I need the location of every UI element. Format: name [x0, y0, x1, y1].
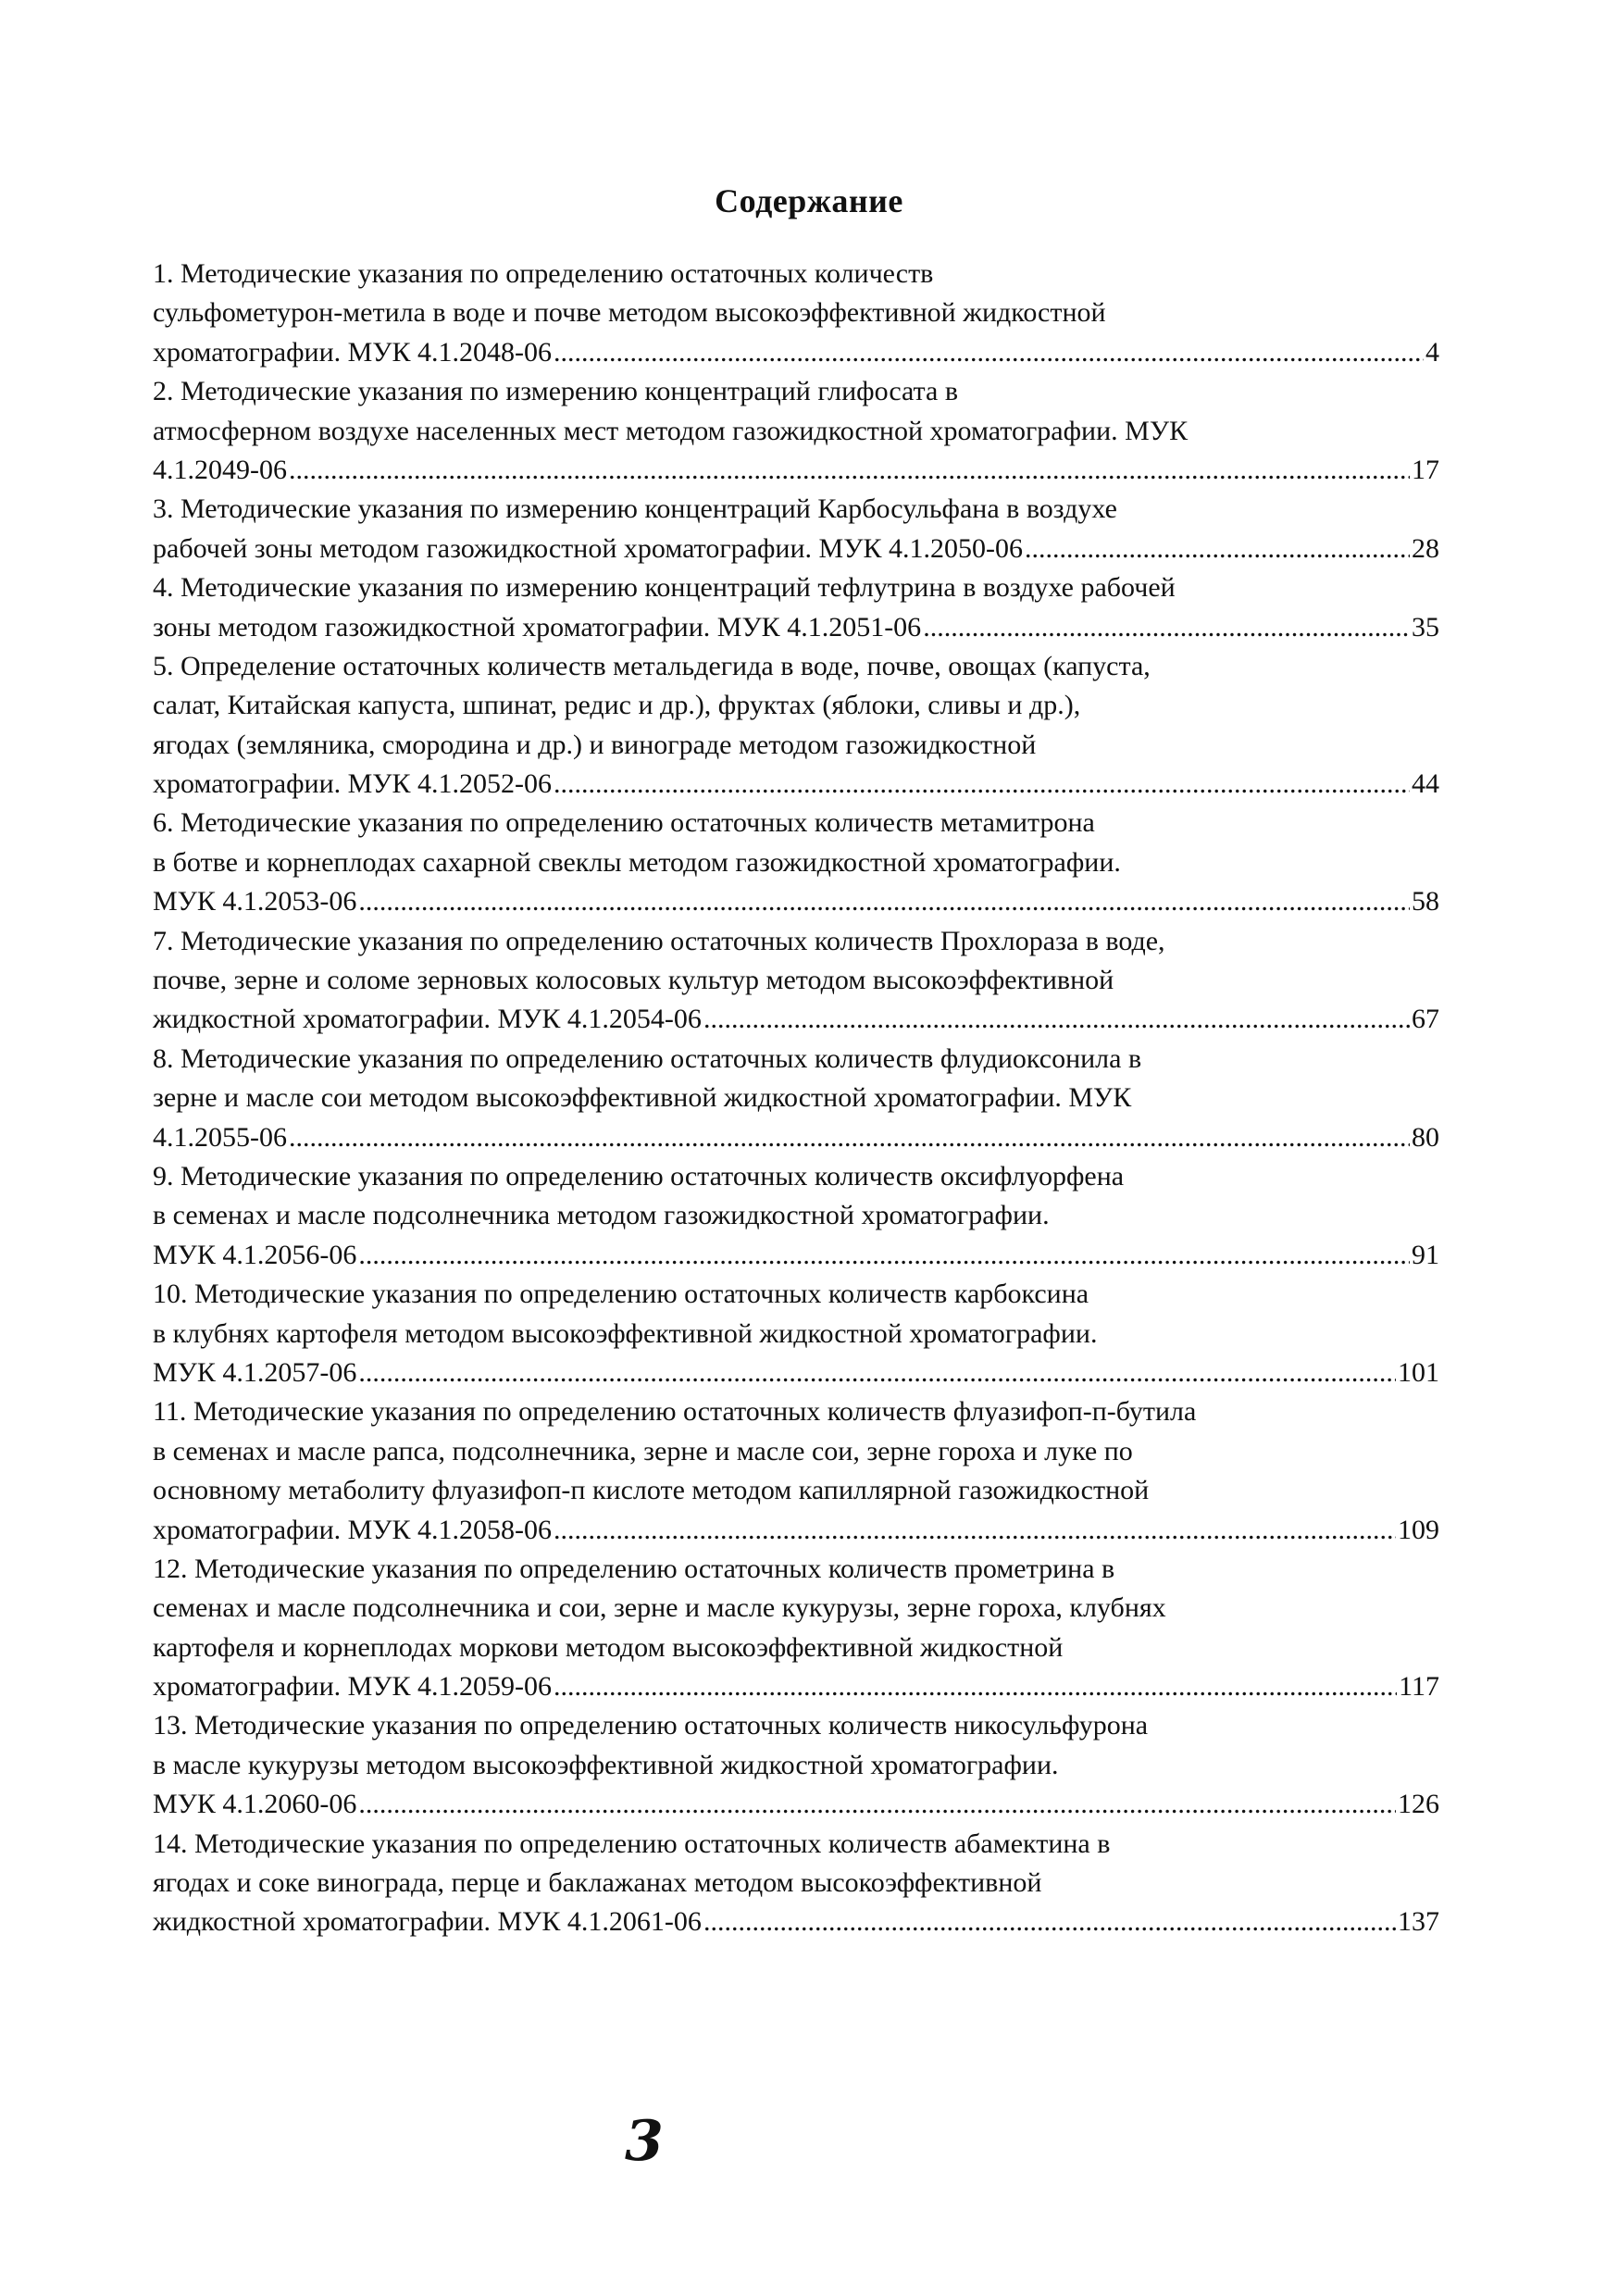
toc-entry-line	[153, 843, 1439, 882]
toc-entry-line	[153, 490, 1439, 529]
toc-entry-line	[153, 1432, 1439, 1471]
toc-entry-text: хроматографии. МУК 4.1.2048-06	[153, 336, 553, 368]
toc-entry-line	[153, 1706, 1439, 1745]
toc-entry-line	[153, 726, 1439, 765]
toc-entry-text: 3. Методические указания по измерению концентраций Карбосульфана в воздухе	[153, 493, 1117, 525]
toc-entry	[153, 1157, 1439, 1275]
toc-entry-line	[153, 530, 1439, 568]
toc-entry-line	[153, 1392, 1439, 1431]
toc-entry-text: картофеля и корнеплодах моркови методом высокоэффективной жидкостной	[153, 1631, 1064, 1663]
toc-entry-line	[153, 1471, 1439, 1510]
toc-entry-text: в масле кукурузы методом высокоэффективной жидкостной хроматографии.	[153, 1749, 1059, 1780]
toc-entry-line	[153, 882, 1439, 921]
toc-entry-text: ягодах (земляника, смородина и др.) и винограде методом газожидкостной	[153, 729, 1037, 760]
toc-entry-line	[153, 1196, 1439, 1235]
toc-entry-line	[153, 961, 1439, 1000]
toc-entry-line	[153, 372, 1439, 411]
toc-page-number: 101	[1398, 1356, 1439, 1388]
toc-entry-line	[153, 765, 1439, 804]
toc-entry	[153, 1392, 1439, 1550]
toc-page-number: 67	[1412, 1004, 1439, 1035]
toc-entry-text: 6. Методические указания по определению остаточных количеств метамитрона	[153, 807, 1095, 839]
toc-entry-line	[153, 451, 1439, 490]
toc-entry-text: зоны методом газожидкостной хроматографии. МУК 4.1.2051-06	[153, 611, 922, 643]
toc-entry-text: 14. Методические указания по определению остаточных количеств абамектина в	[153, 1828, 1111, 1859]
toc-entry-text: 2. Методические указания по измерению концентраций глифосата в	[153, 376, 959, 407]
toc-entry-line	[153, 1236, 1439, 1275]
toc-entry-text: рабочей зоны методом газожидкостной хроматографии. МУК 4.1.2050-06	[153, 532, 1023, 564]
toc-entry-text: 13. Методические указания по определению остаточных количеств никосульфурона	[153, 1710, 1149, 1741]
toc-entry-text: 10. Методические указания по определению остаточных количеств карбоксина	[153, 1279, 1089, 1310]
toc-entry-line	[153, 1157, 1439, 1196]
toc-entry-text: 9. Методические указания по определению остаточных количеств оксифлуорфена	[153, 1160, 1125, 1192]
toc-entry-line	[153, 1746, 1439, 1785]
toc-entry-text: МУК 4.1.2060-06	[153, 1789, 357, 1820]
toc-entry-line	[153, 1667, 1439, 1706]
toc-entry-line	[153, 1354, 1439, 1392]
toc-entry-text: МУК 4.1.2053-06	[153, 886, 357, 917]
toc-entry-line	[153, 1785, 1439, 1824]
toc-entry-line	[153, 1040, 1439, 1079]
toc-page-number: 58	[1412, 886, 1439, 917]
toc-entry-text: ягодах и соке винограда, перце и баклажанах методом высокоэффективной	[153, 1867, 1042, 1899]
toc-page-number: 35	[1412, 611, 1439, 643]
toc-entry-line	[153, 1903, 1439, 1941]
dot-leader	[358, 1236, 1410, 1275]
toc-entry-text: 4.1.2049-06	[153, 454, 287, 485]
toc-page-number: 44	[1412, 768, 1439, 800]
toc-entry-line	[153, 1315, 1439, 1354]
toc-entry-line	[153, 293, 1439, 332]
toc-entry-text: МУК 4.1.2057-06	[153, 1356, 357, 1388]
toc-entry-line	[153, 1628, 1439, 1667]
toc-entry-text: 8. Методические указания по определению остаточных количеств флудиоксонила в	[153, 1042, 1142, 1074]
dot-leader	[358, 1785, 1396, 1824]
toc-entry-line	[153, 1864, 1439, 1903]
toc-entry-line	[153, 1511, 1439, 1550]
toc-entry	[153, 804, 1439, 921]
dot-leader	[289, 451, 1410, 490]
toc-entry-text: в семенах и масле рапса, подсолнечника, зерне и масле сои, зерне гороха и луке по	[153, 1435, 1133, 1466]
toc-page-number: 80	[1412, 1121, 1439, 1153]
toc-entry-line	[153, 1550, 1439, 1589]
toc-heading: Содержание	[715, 182, 903, 219]
toc-page-number: 4	[1425, 336, 1439, 368]
toc-entry-text: хроматографии. МУК 4.1.2052-06	[153, 768, 553, 800]
dot-leader	[923, 608, 1410, 647]
dot-leader	[554, 765, 1410, 804]
toc-entry	[153, 568, 1439, 647]
toc-entry-text: в клубнях картофеля методом высокоэффективной жидкостной хроматографии.	[153, 1317, 1098, 1349]
toc-entry-line	[153, 686, 1439, 725]
toc-entry	[153, 1040, 1439, 1157]
dot-leader	[554, 1511, 1396, 1550]
toc-entry-text: 5. Определение остаточных количеств метальдегида в воде, почве, овощах (капуста,	[153, 650, 1151, 681]
toc-entry	[153, 1825, 1439, 1942]
toc-entry	[153, 255, 1439, 372]
dot-leader	[703, 1903, 1396, 1941]
toc-entry-text: почве, зерне и соломе зерновых колосовых культур методом высокоэффективной	[153, 965, 1114, 996]
toc-entry	[153, 372, 1439, 490]
dot-leader	[358, 1354, 1396, 1392]
toc-entry	[153, 1550, 1439, 1707]
toc-entry-text: 1. Методические указания по определению остаточных количеств	[153, 258, 934, 289]
toc-page-number: 109	[1398, 1514, 1439, 1545]
toc-entry	[153, 1706, 1439, 1824]
toc-entry-text: семенах и масле подсолнечника и сои, зерне и масле кукурузы, зерне гороха, клубнях	[153, 1592, 1166, 1624]
toc-entry	[153, 490, 1439, 568]
toc-page-number: 117	[1399, 1671, 1439, 1703]
toc-page-number: 137	[1398, 1906, 1439, 1938]
toc-entry-line	[153, 568, 1439, 607]
toc-entry-text: атмосферном воздухе населенных мест методом газожидкостной хроматографии. МУК	[153, 415, 1189, 446]
toc-entry-text: 11. Методические указания по определению остаточных количеств флуазифоп-п-бутила	[153, 1396, 1197, 1428]
toc-entry-text: в семенах и масле подсолнечника методом газожидкостной хроматографии.	[153, 1200, 1050, 1231]
toc-entry-line	[153, 1000, 1439, 1039]
toc-entry-line	[153, 1079, 1439, 1117]
toc-entry-text: 4.1.2055-06	[153, 1121, 287, 1153]
toc-entry-line	[153, 804, 1439, 842]
toc-entry-text: жидкостной хроматографии. МУК 4.1.2061-06	[153, 1906, 702, 1938]
toc-entry-text: 12. Методические указания по определению остаточных количеств прометрина в	[153, 1553, 1115, 1584]
toc-entry-line	[153, 1275, 1439, 1314]
toc-entry-text: жидкостной хроматографии. МУК 4.1.2054-06	[153, 1004, 702, 1035]
dot-leader	[554, 333, 1424, 372]
toc-entry-line	[153, 1118, 1439, 1157]
toc-entry-text: салат, Китайская капуста, шпинат, редис и др.), фруктах (яблоки, сливы и др.),	[153, 690, 1081, 721]
toc-entry-line	[153, 412, 1439, 451]
dot-leader	[1025, 530, 1410, 568]
toc-entry-text: сульфометурон-метила в воде и почве методом высокоэффективной жидкостной	[153, 297, 1106, 329]
toc-entry	[153, 647, 1439, 805]
toc-entry	[153, 1275, 1439, 1392]
toc-page-number: 91	[1412, 1239, 1439, 1270]
toc-entry-line	[153, 647, 1439, 686]
toc-entry-line	[153, 255, 1439, 293]
dot-leader	[554, 1667, 1397, 1706]
toc-entry-text: хроматографии. МУК 4.1.2059-06	[153, 1671, 553, 1703]
handwritten-page-number: 3	[625, 2109, 664, 2174]
toc-entry	[153, 922, 1439, 1040]
toc-entry-text: основному метаболиту флуазифоп-п кислоте методом капиллярной газожидкостной	[153, 1475, 1150, 1506]
toc-entry-text: 4. Методические указания по измерению концентраций тефлутрина в воздухе рабочей	[153, 572, 1176, 604]
toc-entry-text: хроматографии. МУК 4.1.2058-06	[153, 1514, 553, 1545]
toc-entry-line	[153, 1589, 1439, 1628]
toc-entry-text: МУК 4.1.2056-06	[153, 1239, 357, 1270]
toc-entry-line	[153, 608, 1439, 647]
toc-entry-text: в ботве и корнеплодах сахарной свеклы методом газожидкостной хроматографии.	[153, 846, 1121, 878]
toc-page-number: 126	[1398, 1789, 1439, 1820]
toc-entry-line	[153, 333, 1439, 372]
toc-entry-text: 7. Методические указания по определению остаточных количеств Прохлораза в воде,	[153, 925, 1165, 956]
toc-entry-line	[153, 922, 1439, 961]
toc-page-number: 28	[1412, 532, 1439, 564]
toc-entry-text: зерне и масле сои методом высокоэффективной жидкостной хроматографии. МУК	[153, 1082, 1132, 1114]
dot-leader	[703, 1000, 1410, 1039]
dot-leader	[289, 1118, 1410, 1157]
toc-entry-line	[153, 1825, 1439, 1864]
dot-leader	[358, 882, 1410, 921]
table-of-contents	[153, 255, 1439, 1942]
toc-page-number: 17	[1412, 454, 1439, 485]
